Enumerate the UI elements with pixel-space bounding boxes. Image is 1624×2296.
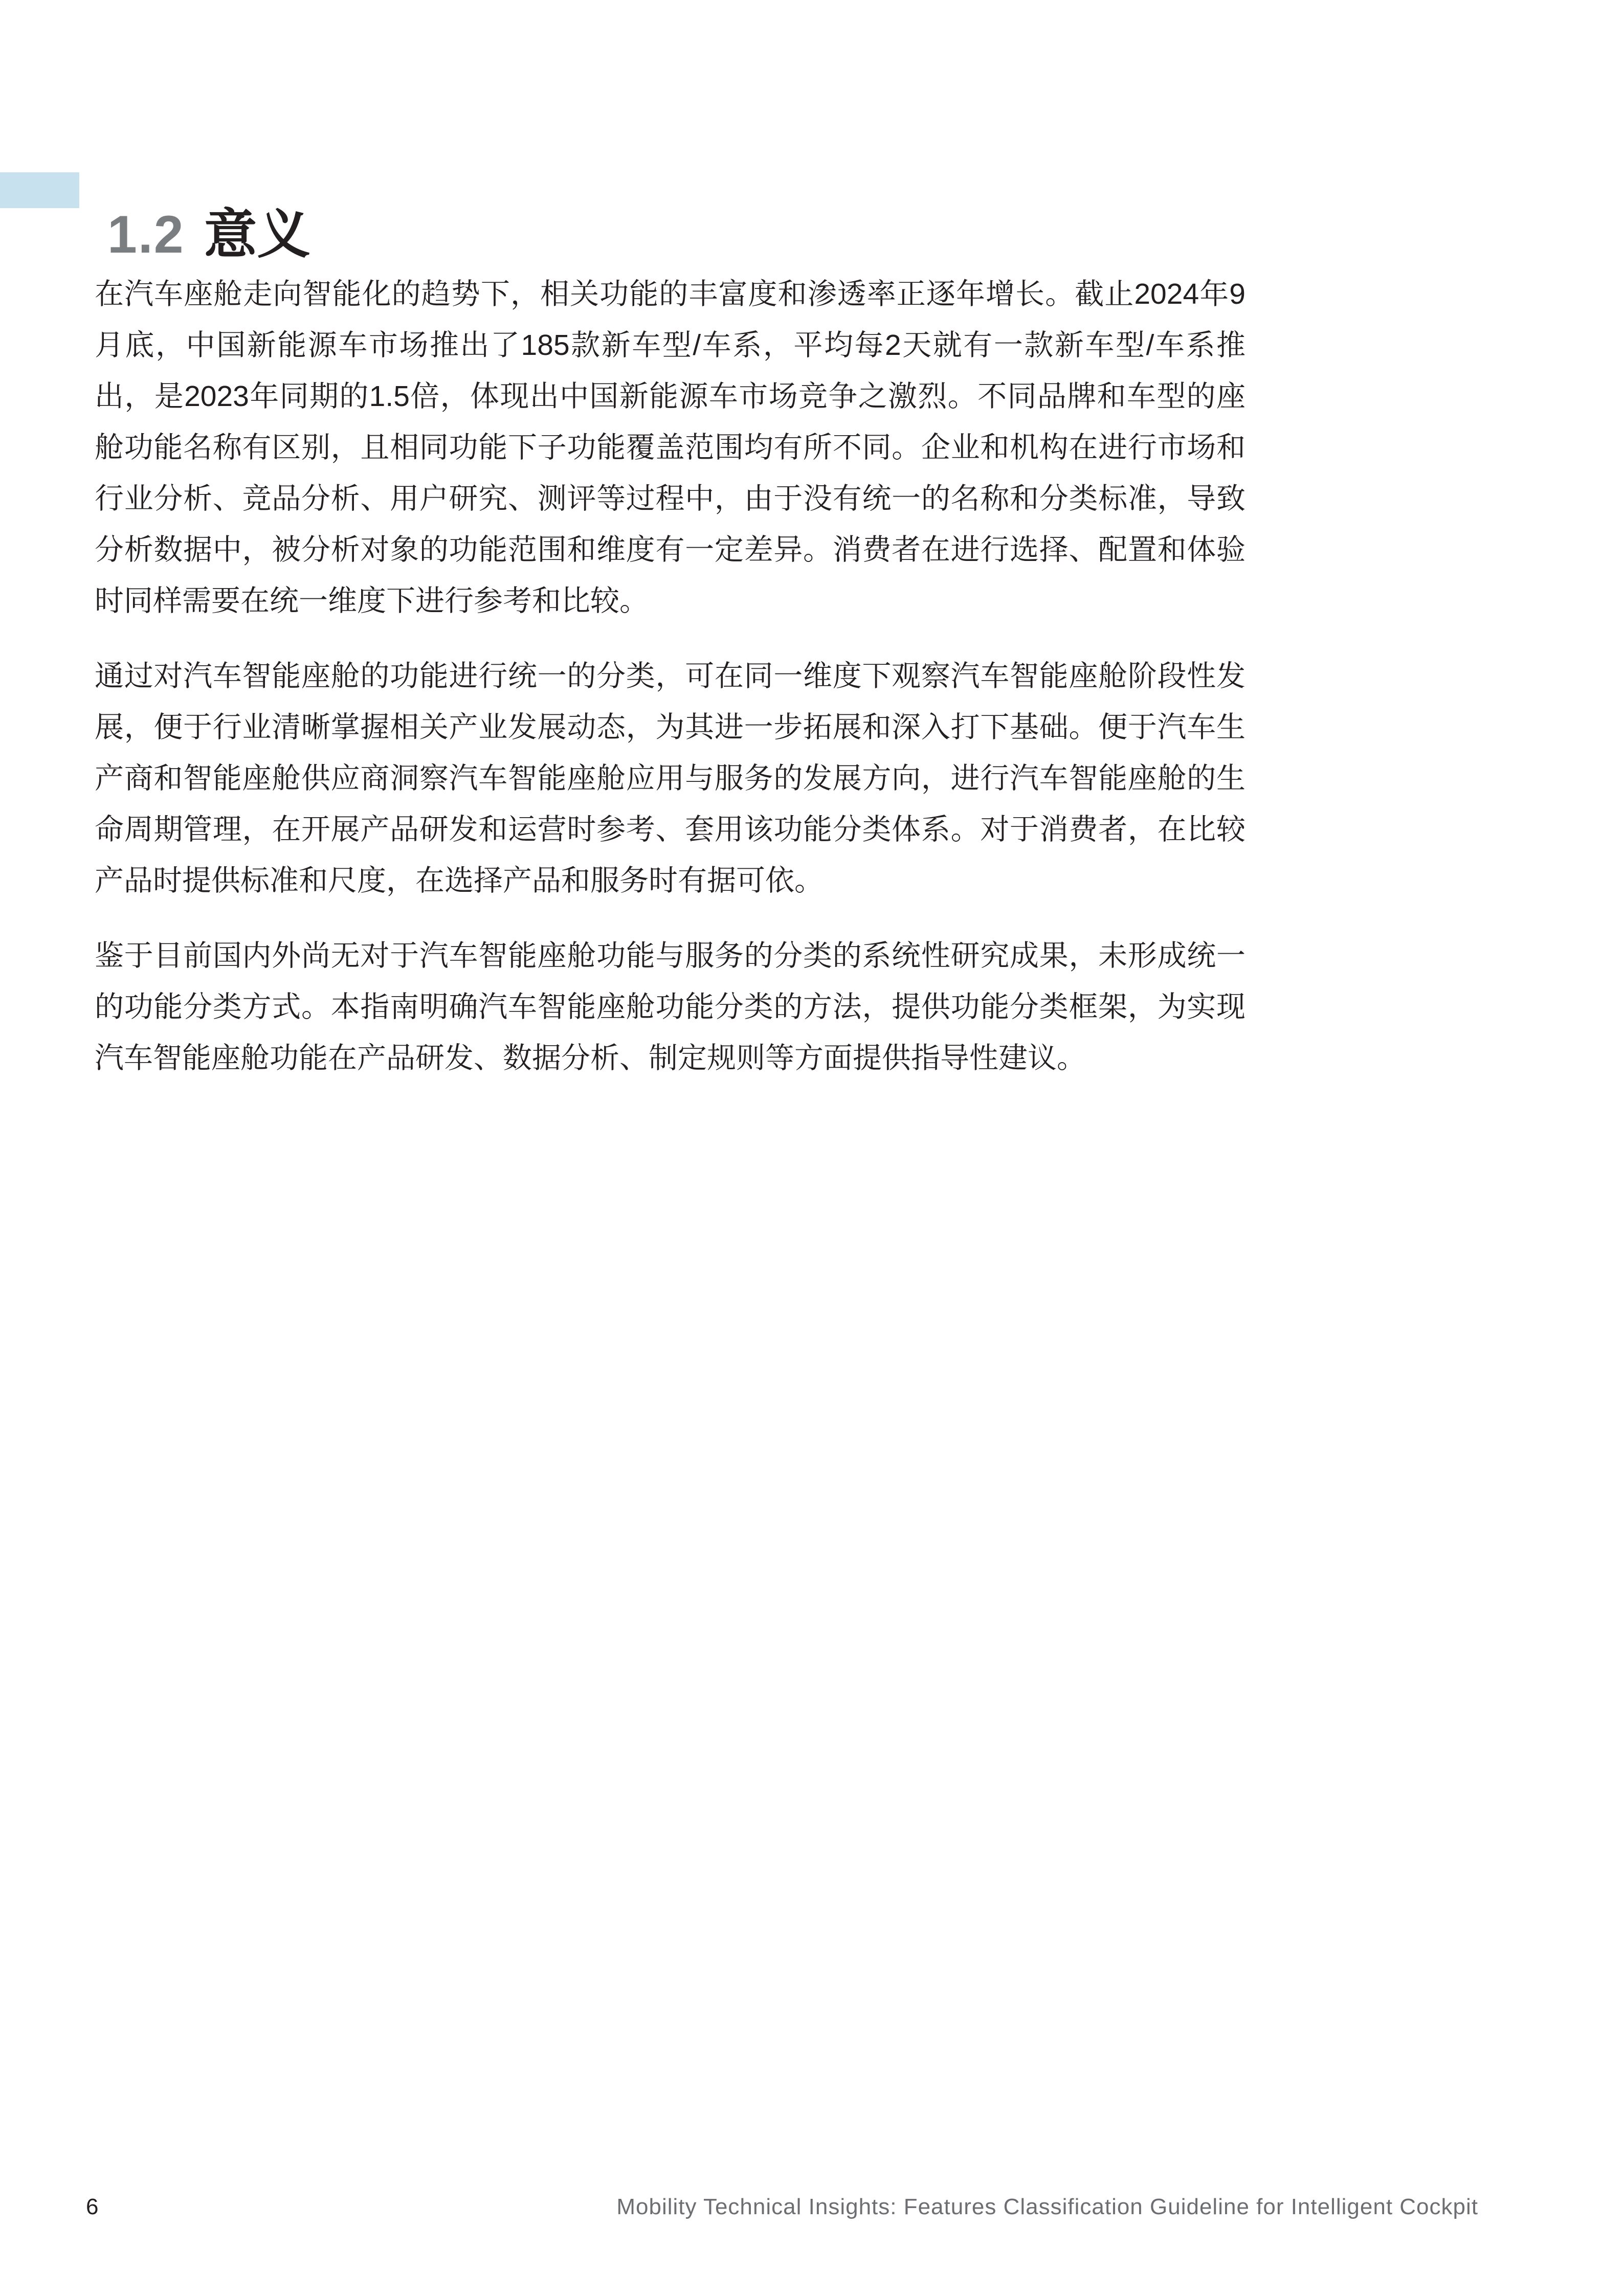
- body-paragraph-2: 通过对汽车智能座舱的功能进行统一的分类，可在同一维度下观察汽车智能座舱阶段性发展，便于行业清晰掌握相关产业发展动态，为其进一步拓展和深入打下基础。便于汽车生产商和智能座舱供应商洞察汽车智能座舱应用与服务的发展方向，进行汽车智能座舱的生命周期管理，在开展产品研发和运营时参考、套用该功能分类体系。对于消费者，在比较产品时提供标准和尺度，在选择产品和服务时有据可依。: [95, 660, 1245, 897]
- body-text: [95, 268, 1245, 1084]
- section-number: 1.2: [107, 205, 185, 264]
- section-title: 意义: [204, 205, 310, 264]
- body-paragraph-1: 在汽车座舱走向智能化的趋势下，相关功能的丰富度和渗透率正逐年增长。截止2024年9月底，中国新能源车市场推出了185款新车型/车系，平均每2天就有一款新车型/车系推出，是2023年同期的1.5倍，体现出中国新能源车市场竞争之激烈。不同品牌和车型的座舱功能名称有区别，且相同功能下子功能覆盖范围均有所不同。企业和机构在进行市场和行业分析、竞品分析、用户研究、测评等过程中，由于没有统一的名称和分类标准，导致分析数据中，被分析对象的功能范围和维度有一定差异。消费者在进行选择、配置和体验时同样需要在统一维度下进行参考和比较。: [95, 278, 1245, 617]
- section-accent-bar: [0, 172, 79, 208]
- section-heading: [107, 205, 310, 264]
- page-number: 6: [86, 2194, 99, 2219]
- page-footer: [86, 2195, 1478, 2219]
- body-paragraph-3: 鉴于目前国内外尚无对于汽车智能座舱功能与服务的分类的系统性研究成果，未形成统一的功能分类方式。本指南明确汽车智能座舱功能分类的方法，提供功能分类框架，为实现汽车智能座舱功能在产品研发、数据分析、制定规则等方面提供指导性建议。: [95, 939, 1245, 1074]
- footer-running-title: Mobility Technical Insights: Features Classification Guideline for Intelligent Cockpit: [616, 2194, 1478, 2219]
